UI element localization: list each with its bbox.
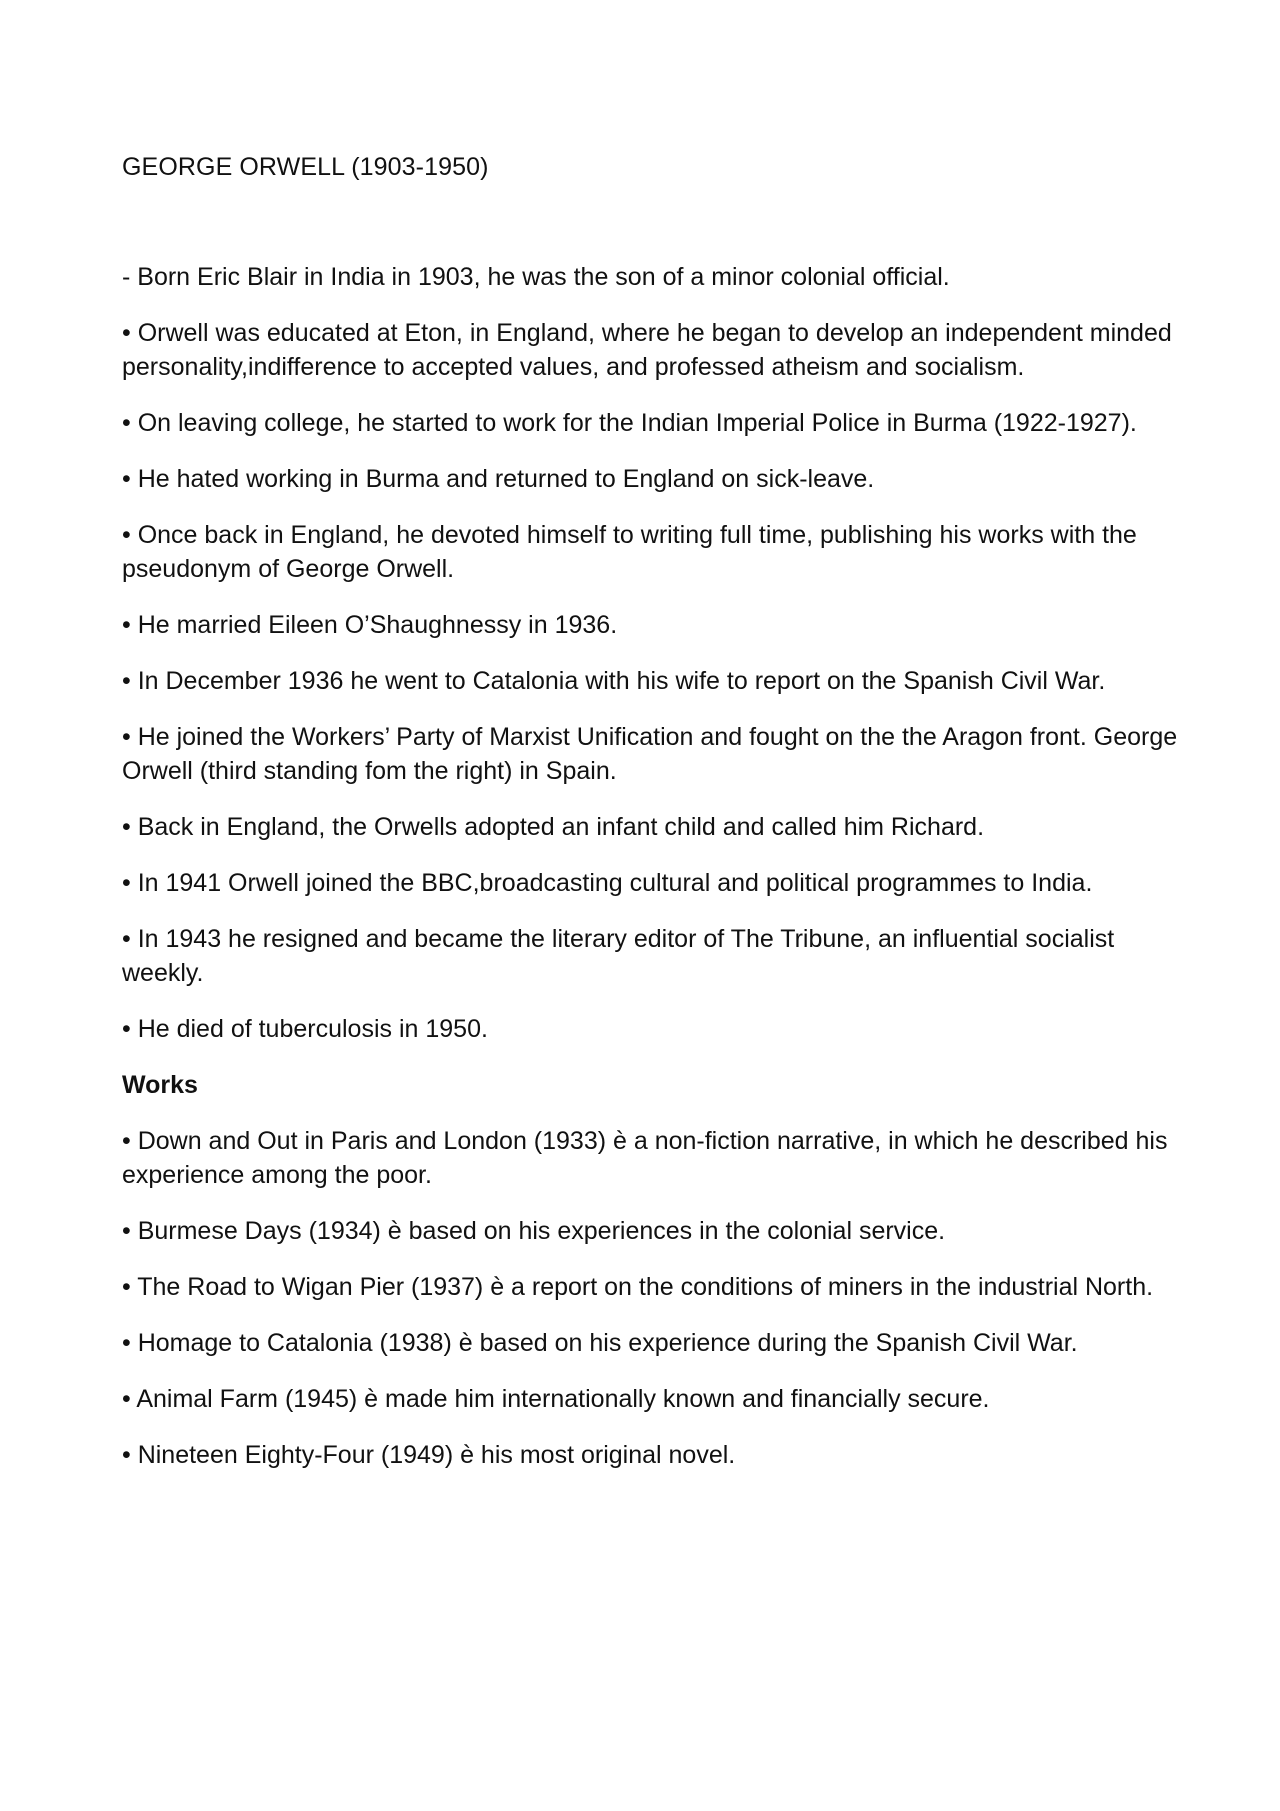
bio-paragraph: • He married Eileen O’Shaughnessy in 1936. bbox=[122, 611, 618, 639]
bio-paragraph: • In 1943 he resigned and became the literary editor of The Tribune, an influential socialist weekly. bbox=[122, 925, 1115, 987]
works-heading: Works bbox=[122, 1071, 198, 1099]
works-paragraph: • Down and Out in Paris and London (1933) è a non-fiction narrative, in which he described his experience among the poor. bbox=[122, 1127, 1168, 1189]
works-paragraph: • Animal Farm (1945) è made him internationally known and financially secure. bbox=[122, 1385, 990, 1413]
bio-paragraph: • Once back in England, he devoted himself to writing full time, publishing his works with the pseudonym of George Orwell. bbox=[122, 521, 1137, 583]
bio-paragraph: • In December 1936 he went to Catalonia with his wife to report on the Spanish Civil War. bbox=[122, 667, 1106, 695]
works-paragraph: • Burmese Days (1934) è based on his experiences in the colonial service. bbox=[122, 1217, 946, 1245]
bio-paragraph: • He joined the Workers’ Party of Marxist Unification and fought on the the Aragon front. George Orwell (third standing fom the right) in Spain. bbox=[122, 723, 1178, 785]
bio-paragraph: • He hated working in Burma and returned to England on sick-leave. bbox=[122, 465, 875, 493]
bio-paragraph: - Born Eric Blair in India in 1903, he was the son of a minor colonial official. bbox=[122, 263, 950, 291]
document-body bbox=[122, 150, 1182, 1494]
document-title: GEORGE ORWELL (1903-1950) bbox=[122, 153, 489, 181]
works-paragraph: • Homage to Catalonia (1938) è based on his experience during the Spanish Civil War. bbox=[122, 1329, 1078, 1357]
works-paragraph: • The Road to Wigan Pier (1937) è a report on the conditions of miners in the industrial North. bbox=[122, 1273, 1154, 1301]
bio-paragraph: • Back in England, the Orwells adopted an infant child and called him Richard. bbox=[122, 813, 985, 841]
bio-paragraph: • On leaving college, he started to work for the Indian Imperial Police in Burma (1922-1927). bbox=[122, 409, 1137, 437]
bio-paragraph: • He died of tuberculosis in 1950. bbox=[122, 1015, 488, 1043]
works-paragraph: • Nineteen Eighty-Four (1949) è his most original novel. bbox=[122, 1441, 736, 1469]
bio-paragraph: • In 1941 Orwell joined the BBC,broadcasting cultural and political programmes to India. bbox=[122, 869, 1093, 897]
bio-paragraph: • Orwell was educated at Eton, in England, where he began to develop an independent minded personality,indifference to accepted values, and professed atheism and socialism. bbox=[122, 319, 1172, 381]
